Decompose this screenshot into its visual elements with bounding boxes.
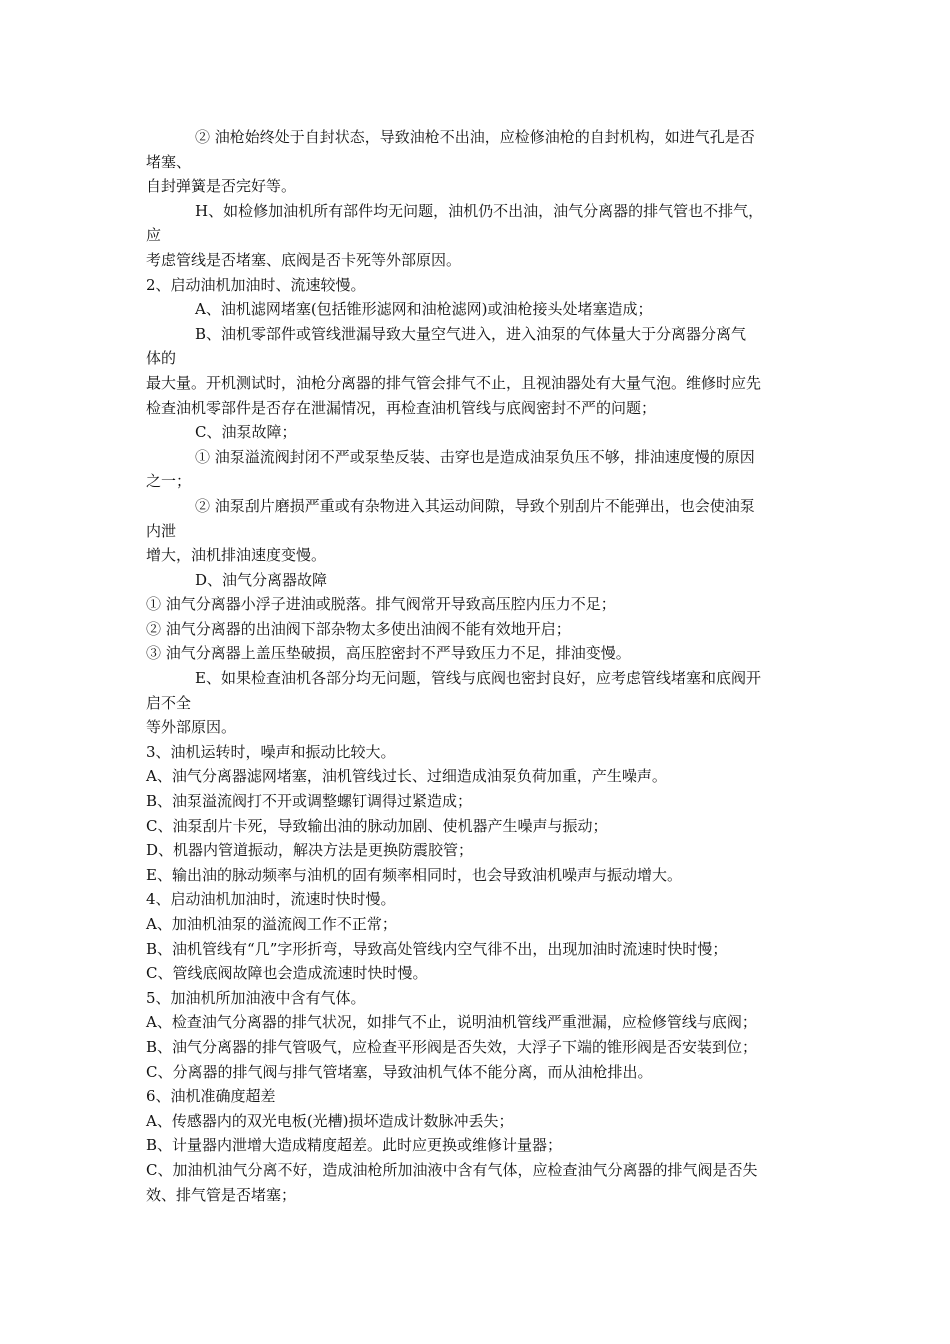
text-line: ② 油泵刮片磨损严重或有杂物进入其运动间隙，导致个别刮片不能弹出，也会使油泵 [195,496,755,515]
text-line: 检查油机零部件是否存在泄漏情况，再检查油机管线与底阀密封不严的问题； [146,398,657,417]
text-line: 效、排气管是否堵塞； [146,1185,297,1204]
text-line: B、油机管线有“几”字形折弯，导致高处管线内空气徘不出，出现加油时流速时快时慢； [146,939,728,958]
text-line: ① 油气分离器小浮子进油或脱落。排气阀常开导致高压腔内压力不足； [146,595,616,614]
text-line: 考虑管线是否堵塞、底阀是否卡死等外部原因。 [146,250,462,269]
text-line: A、油气分离器滤网堵塞，油机管线过长、过细造成油泵负荷加重，产生噪声。 [146,767,667,786]
text-line: E、如果检查油机各部分均无问题，管线与底阀也密封良好，应考虑管线堵塞和底阀开 [195,669,761,688]
text-line: 应 [146,226,162,245]
text-line: 内泄 [146,521,177,540]
text-line: D、油气分离器故障 [195,570,328,589]
text-line: 启不全 [146,693,192,712]
text-line: 堵塞、 [146,152,192,171]
text-line: ② 油气分离器的出油阀下部杂物太多使出油阀不能有效地开启； [146,619,571,638]
text-line: D、机器内管道振动，解决方法是更换防震胶管； [146,841,474,860]
section-heading: 2、启动油机加油时、流速较慢。 [146,275,366,294]
text-line: 等外部原因。 [146,718,237,737]
text-line: B、计量器内泄增大造成精度超差。此时应更换或维修计量器； [146,1136,563,1155]
text-line: B、油机零部件或管线泄漏导致大量空气进入，进入油泵的气体量大于分离器分离气 [195,324,747,343]
text-line: H、如检修加油机所有部件均无问题，油机仍不出油，油气分离器的排气管也不排气， [195,201,764,220]
section-heading: 4、启动油机加油时，流速时快时慢。 [146,890,396,909]
text-line: C、管线底阀故障也会造成流速时快时慢。 [146,964,428,983]
text-line: 增大，油机排油速度变慢。 [146,546,327,565]
section-heading: 3、油机运转时，噪声和振动比较大。 [146,742,396,761]
section-heading: 6、油机准确度超差 [146,1087,276,1106]
text-line: A、传感器内的双光电板(光槽)损坏造成计数脉冲丢失； [146,1111,514,1130]
text-line: 自封弹簧是否完好等。 [146,177,297,196]
text-line: C、油泵故障； [195,423,297,442]
document-body [146,125,811,1207]
text-line: B、油泵溢流阀打不开或调整螺钉调得过紧造成； [146,792,473,811]
text-line: B、油气分离器的排气管吸气，应检查平形阀是否失效，大浮子下端的锥形阀是否安装到位； [146,1037,758,1056]
text-line: 之一； [146,472,192,491]
text-line: ② 油枪始终处于自封状态，导致油枪不出油，应检修油枪的自封机构，如进气孔是否 [195,128,755,146]
section-heading: 5、加油机所加油液中含有气体。 [146,988,366,1007]
text-line: C、分离器的排气阀与排气管堵塞，导致油机气体不能分离，而从油枪排出。 [146,1062,653,1081]
text-line: ③ 油气分离器上盖压垫破损，高压腔密封不严导致压力不足，排油变慢。 [146,644,631,663]
text-line: C、油泵刮片卡死，导致输出油的脉动加剧、使机器产生噪声与振动； [146,816,608,835]
text-line: 体的 [146,349,177,368]
text-line: ① 油泵溢流阀封闭不严或泵垫反装、击穿也是造成油泵负压不够，排油速度慢的原因 [195,447,755,466]
text-line: A、加油机油泵的溢流阀工作不正常； [146,915,397,933]
text-line: A、油机滤网堵塞(包括锥形滤网和油枪滤网)或油枪接头处堵塞造成； [195,300,653,319]
text-line: C、加油机油气分离不好，造成油枪所加油液中含有气体，应检查油气分离器的排气阀是否失 [146,1160,758,1179]
text-line: E、输出油的脉动频率与油机的固有频率相同时，也会导致油机噪声与振动增大。 [146,865,682,884]
text-line: 最大量。开机测试时，油枪分离器的排气管会排气不止，且视油器处有大量气泡。维修时应先 [146,373,762,392]
text-line: A、检查油气分离器的排气状况，如排气不止，说明油机管线严重泄漏，应检修管线与底阀； [146,1013,757,1032]
